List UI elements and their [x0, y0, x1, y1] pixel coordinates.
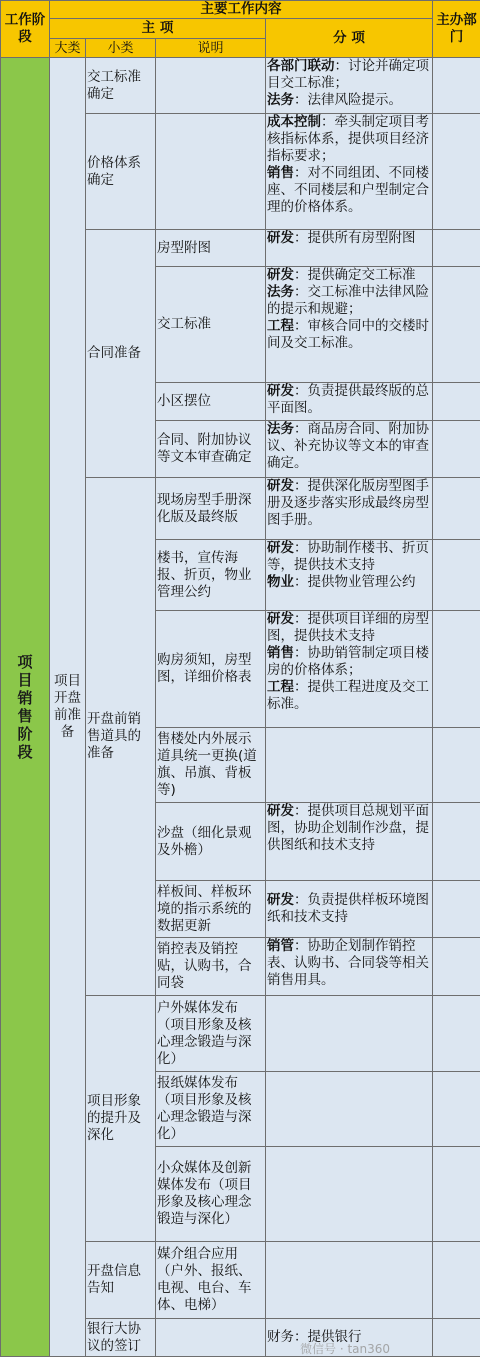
- dept-cell: [433, 383, 480, 421]
- sub-item-cell: 研发：提供项目详细的房型图，提供技术支持 销售：协助销管制定项目楼房的价格体系； 工程：提供工程进度及交工标准。: [266, 611, 433, 728]
- small-cell: 开盘信息告知: [86, 1242, 156, 1319]
- desc-cell: 合同、附加协议等文本审查确定: [156, 421, 266, 478]
- desc-cell: [156, 114, 266, 230]
- sub-item-cell: 研发：提供所有房型附图: [266, 230, 433, 267]
- desc-cell: 报纸媒体发布（项目形象及核心理念锻造与深化）: [156, 1072, 266, 1147]
- dept-cell: [433, 267, 480, 383]
- desc-cell: 样板间、样板环境的指示系统的数据更新: [156, 881, 266, 938]
- dept-cell: [433, 611, 480, 728]
- small-cell: 开盘前销售道具的准备: [86, 478, 156, 996]
- desc-cell: 售楼处内外展示道具统一更换(道旗、吊旗、背板等): [156, 728, 266, 803]
- desc-cell: 销控表及销控贴，认购书，合同袋: [156, 938, 266, 996]
- dept-cell: [433, 881, 480, 938]
- desc-cell: [156, 58, 266, 114]
- sub-item-cell: 研发：提供深化版房型图手册及逐步落实形成最终房型图手册。: [266, 478, 433, 540]
- small-cell: 合同准备: [86, 230, 156, 478]
- dept-cell: [433, 996, 480, 1072]
- small-cell: 价格体系确定: [86, 114, 156, 230]
- small-cell: 项目形象的提升及深化: [86, 996, 156, 1242]
- dept-cell: [433, 230, 480, 267]
- header-desc: 说明: [156, 39, 266, 58]
- dept-cell: [433, 478, 480, 540]
- desc-cell: 交工标准: [156, 267, 266, 383]
- dept-cell: [433, 728, 480, 803]
- sub-item-cell: 销管：协助企划制作销控表、认购书、合同袋等相关销售用具。: [266, 938, 433, 996]
- desc-cell: 小区摆位: [156, 383, 266, 421]
- dept-cell: [433, 58, 480, 114]
- header-main-content: 主要工作内容: [50, 1, 433, 19]
- sub-item-cell: [266, 996, 433, 1072]
- dept-cell: [433, 1319, 480, 1357]
- header-stage: 工作阶段: [1, 1, 50, 58]
- dept-cell: [433, 1242, 480, 1319]
- dept-cell: [433, 421, 480, 478]
- desc-cell: 媒介组合应用（户外、报纸、电视、电台、车体、电梯）: [156, 1242, 266, 1319]
- dept-cell: [433, 1072, 480, 1147]
- sub-item-cell: [266, 1072, 433, 1147]
- watermark: 微信号 · tan360: [300, 1342, 391, 1356]
- sub-item-cell: 研发：负责提供样板环境图纸和技术支持: [266, 881, 433, 938]
- dept-cell: [433, 938, 480, 996]
- desc-cell: 小众媒体及创新媒体发布（项目形象及核心理念锻造与深化）: [156, 1147, 266, 1242]
- small-cell: 银行大协议的签订: [86, 1319, 156, 1357]
- header-big-cat: 大类: [50, 39, 86, 58]
- sub-item-cell: 法务：商品房合同、附加协议、补充协议等文本的审查确定。: [266, 421, 433, 478]
- sub-item-cell: 研发：协助制作楼书、折页等，提供技术支持 物业：提供物业管理公约: [266, 540, 433, 611]
- sub-item-cell: [266, 728, 433, 803]
- desc-cell: 购房须知，房型图，详细价格表: [156, 611, 266, 728]
- sub-item-cell: [266, 1147, 433, 1242]
- header-small-cat: 小类: [86, 39, 156, 58]
- desc-cell: 现场房型手册深化版及最终版: [156, 478, 266, 540]
- sub-item-cell: 各部门联动：讨论并确定项目交工标准； 法务：法律风险提示。: [266, 58, 433, 114]
- sub-item-cell: [266, 1242, 433, 1319]
- desc-cell: [156, 1319, 266, 1357]
- header-dept: 主办部门: [433, 1, 480, 58]
- header-sub-item: 分 项: [266, 19, 433, 58]
- desc-cell: 房型附图: [156, 230, 266, 267]
- sub-item-cell: 研发：负责提供最终版的总平面图。: [266, 383, 433, 421]
- desc-cell: 户外媒体发布（项目形象及核心理念锻造与深化）: [156, 996, 266, 1072]
- sub-item-cell: 研发：提供项目总规划平面图，协助企划制作沙盘，提供图纸和技术支持: [266, 803, 433, 881]
- sub-item-cell: 成本控制：牵头制定项目考核指标体系，提供项目经济指标要求； 销售：对不同组团、不同楼座、不同楼层和户型制定合理的价格体系。: [266, 114, 433, 230]
- dept-cell: [433, 803, 480, 881]
- dept-cell: [433, 540, 480, 611]
- desc-cell: 沙盘（细化景观及外檐）: [156, 803, 266, 881]
- sub-item-cell: 研发：提供确定交工标准 法务：交工标准中法律风险的提示和规避； 工程：审核合同中的交楼时间及交工标准。: [266, 267, 433, 383]
- small-cell: 交工标准确定: [86, 58, 156, 114]
- header-main-item: 主 项: [50, 19, 266, 39]
- dept-cell: [433, 1147, 480, 1242]
- desc-cell: 楼书，宣传海报、折页，物业管理公约: [156, 540, 266, 611]
- big-category-cell: 项目开盘前准备: [50, 58, 86, 1357]
- stage-cell: 项目销售阶段: [1, 58, 50, 1357]
- dept-cell: [433, 114, 480, 230]
- sub-item-cell: 财务：提供银行: [266, 1319, 433, 1357]
